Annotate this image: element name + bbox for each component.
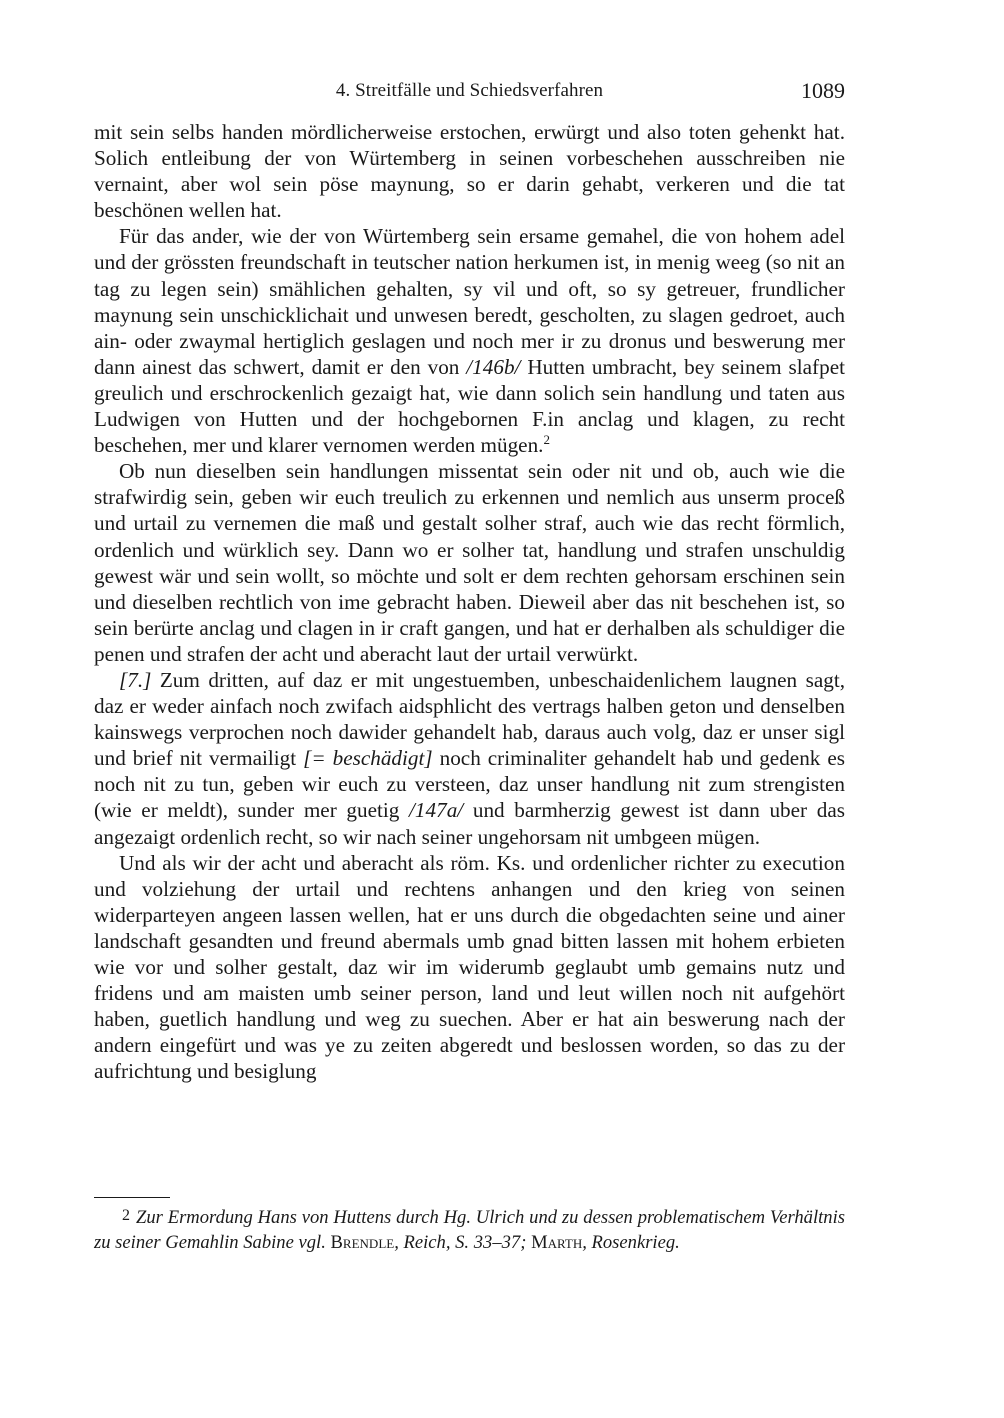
footnote-reference: 2	[543, 432, 550, 448]
author-name: Brendle	[330, 1231, 395, 1253]
footnote	[94, 1204, 845, 1255]
running-title: 4. Streitfälle und Schiedsverfahren	[335, 80, 604, 101]
paragraph	[94, 223, 845, 458]
text-run: Hutten umbracht, bey seinem slafpet greulich und erschrockenlich gezaigt hat, wie dann solich sein handlung und taten aus Ludwigen von Hutten und der hochgebornen F.in anclag und klagen, zu recht beschehen, mer und klarer vernomen werden mügen.	[94, 354, 845, 458]
footnote-divider	[94, 1197, 170, 1198]
paragraph	[94, 850, 845, 1085]
italic-text: , Rosenkrieg.	[582, 1231, 680, 1253]
text-run: Ob nun dieselben sein handlungen missentat sein oder nit und ob, auch wie die strafwirdig sein, geben wir euch treulich zu erkennen und nemlich aus unserm proceß und urtail zu vernemen die maß und gestalt solher straf, auch wie das recht förmlich, ordenlich und würklich sey. Dann wo er solher tat, handlung und strafen unschuldig gewest wär und sein wollt, so möchte und solt er dem rechten gehorsam erschinen sein und dieselben rechtlich von ime gebracht haben. Dieweil aber das nit beschehen ist, so sein berürte anclag und clagen in ir craft gangen, und hat er derhalben als schuldiger die penen und strafen der acht und aberacht laut der urtail verwürkt.	[94, 459, 845, 666]
italic-text: /146b/	[466, 354, 521, 379]
paragraph	[94, 667, 845, 850]
text-run: Für das ander, wie der von Würtemberg sein ersame gemahel, die von hohem adel und der grössten freundschaft in teutscher nation herkumen ist, in menig weeg (so nit an tag zu legen sein) smählichen gehalten, sy vil und oft, so sy getreuer, frundlicher maynung sein unschicklichait und unwesen beredt, gescholten, zu slagen gedroet, auch ain- oder zwaymal hertiglich geslagen und noch mer ir zu dronus und beswerung mer dann ainest das schwert, damit er den von	[94, 224, 845, 379]
footnotes	[94, 1204, 845, 1255]
text-run: noch criminaliter gehandelt hab und gedenk es noch nit zu tun, geben wir euch zu versteen, daz unser handlung nit zum strengisten (wie er meldt), sunder mer guetig	[94, 746, 845, 823]
paragraph	[94, 119, 845, 223]
page	[94, 78, 845, 1084]
italic-text: [= beschädigt]	[303, 746, 433, 771]
italic-text: Zur Ermordung Hans von Huttens durch Hg. Ulrich und zu dessen problematischem Verhältnis zu seiner Gemahlin Sabine vgl.	[94, 1207, 845, 1253]
footnote-number: 2	[122, 1207, 130, 1224]
page-header	[94, 78, 845, 110]
italic-text: [7.]	[119, 667, 152, 692]
text-run: Und als wir der acht und aberacht als röm. Ks. und ordenlicher richter zu execution und volziehung der urtail und rechtens anhangen und den krieg von seinen widerparteyen angeen lassen wellen, hat er uns durch die obgedachten seine und ainer landschaft gesandten und freund abermals umb gnad bitten lassen mit hohem erbieten wie vor und solher gestalt, daz wir im widerumb geglaubt umb gemains nutz und fridens und am maisten umb seiner person, land und leut willen noch nit aufgehört haben, guetlich handlung und weg zu suechen. Aber er hat ain beswerung nach der andern eingefürt und was ye zu zeiten abgeredt und beslossen worden, so das zu der aufrichtung und besiglung	[94, 850, 845, 1084]
italic-text: , Reich, S. 33–37;	[394, 1231, 532, 1253]
text-run: mit sein selbs handen mördlicherweise erstochen, erwürgt und also toten gehenkt hat. Solich entleibung der von Würtemberg in seinen vorbeschehen ausschreiben nie vernaint, aber wol sein pöse maynung, so er darin gehabt, verkeren und die tat beschönen wellen hat.	[94, 120, 845, 223]
body-text	[94, 119, 845, 1084]
text-run: Zum dritten, auf daz er mit ungestuemben, unbeschaidenlichem laugnen sagt, daz er weder ainfach noch zwifach aidsphlicht des vertrags halben geton und denselben kainswegs verprochen noch dawider gehandelt hab, daraus auch volg, daz er unser sigl und brief nit vermailigt	[94, 667, 845, 771]
paragraph	[94, 458, 845, 667]
text-run: und barmherzig gewest ist dann uber das angezaigt ordenlich recht, so wir nach seiner ungehorsam nit umbgeen mügen.	[94, 798, 845, 849]
italic-text: /147a/	[409, 798, 464, 823]
author-name: Marth	[531, 1231, 583, 1253]
page-number: 1089	[801, 78, 845, 103]
